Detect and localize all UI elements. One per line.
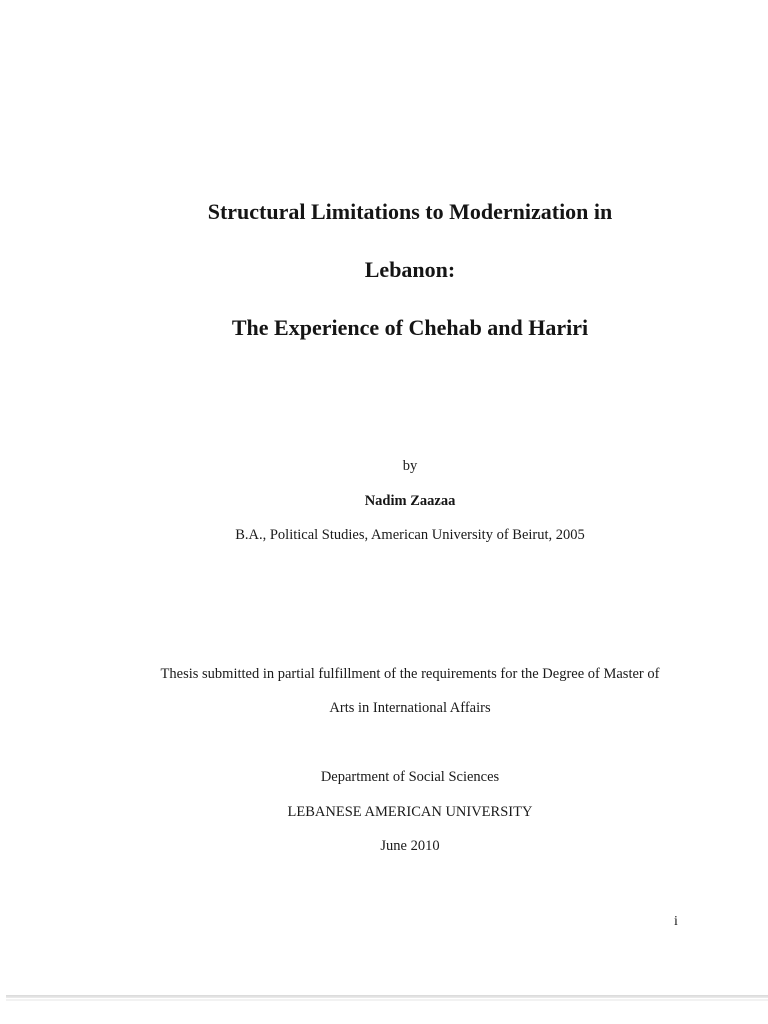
scan-page-edge — [6, 995, 768, 998]
author-credentials: B.A., Political Studies, American University of Beirut, 2005 — [235, 527, 585, 543]
university-name: LEBANESE AMERICAN UNIVERSITY — [287, 804, 533, 820]
subtitle: The Experience of Chehab and Hariri — [231, 315, 589, 340]
title-line-2: Lebanon: — [364, 257, 456, 282]
author-name: Nadim Zaazaa — [364, 493, 456, 509]
title-line-1: Structural Limitations to Modernization in — [207, 199, 613, 224]
submission-date: June 2010 — [380, 838, 440, 854]
submission-statement-line-1: Thesis submitted in partial fulfillment of the requirements for the Degree of Master of — [160, 666, 660, 682]
scan-page-edge-shadow — [6, 999, 768, 1001]
page-number: i — [674, 914, 678, 929]
department: Department of Social Sciences — [320, 769, 500, 785]
submission-statement-line-2: Arts in International Affairs — [329, 700, 491, 716]
by-label: by — [402, 458, 418, 474]
